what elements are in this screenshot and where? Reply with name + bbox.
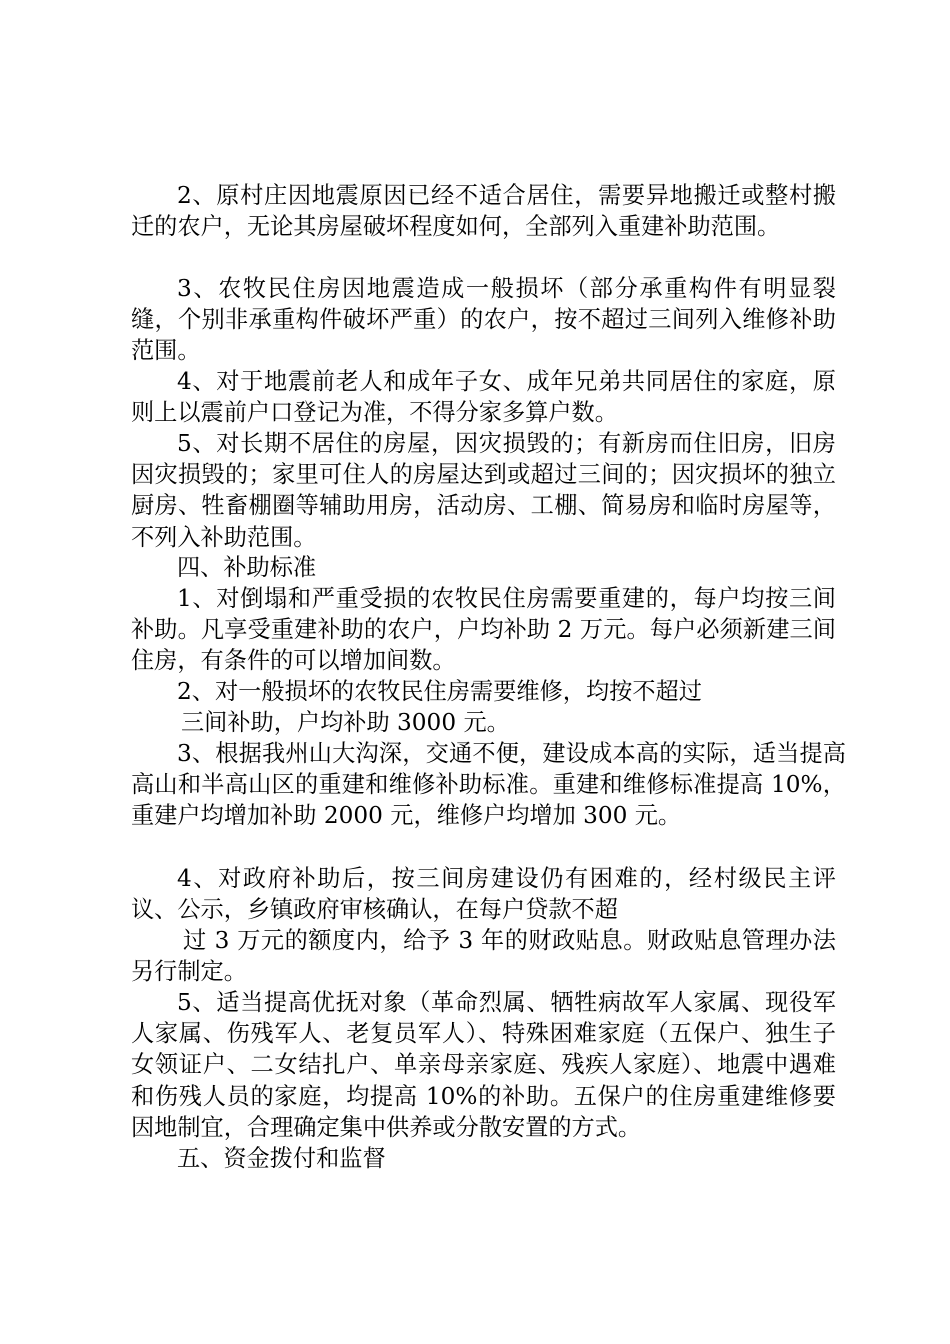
paragraph-loan-interest-line2: 过 3 万元的额度内，给予 3 年的财政贴息。财政贴息管理办法另行制定。 [131,927,836,986]
paragraph-repair-subsidy-line2: 三间补助，户均补助 3000 元。 [181,709,510,736]
section-heading-fund-allocation: 五、资金拨付和监督 [177,1145,386,1172]
paragraph-highland-increase: 3、根据我州山大沟深，交通不便，建设成本高的实际，适当提高高山和半高山区的重建和维修补助标准。重建和维修标准提高 10%，重建户均增加补助 2000 元，维修户均增加 300 元。 [131,740,846,830]
paragraph-special-groups: 5、适当提高优抚对象（革命烈属、牺牲病故军人家属、现役军人家属、伤残军人、老复员军人）、特殊困难家庭（五保户、独生子女领证户、二女结扎户、单亲母亲家庭、残疾人家庭）、地震中遇难和伤残人员的家庭，均提高 10%的补助。五保户的住房重建维修要因地制宜，合理确定集中供养或分散安置的方式。 [131,989,836,1141]
paragraph-rebuild-subsidy: 1、对倒塌和严重受损的农牧民住房需要重建的，每户均按三间补助。凡享受重建补助的农户，户均补助 2 万元。每户必须新建三间住房，有条件的可以增加间数。 [131,585,836,675]
paragraph-repair-subsidy-line1: 2、对一般损坏的农牧民住房需要维修，均按不超过 [177,678,702,705]
paragraph-exclusions: 5、对长期不居住的房屋，因灾损毁的；有新房而住旧房，旧房因灾损毁的；家里可住人的房屋达到或超过三间的；因灾损坏的独立厨房、牲畜棚圈等辅助用房，活动房、工棚、简易房和临时房屋等，不列入补助范围。 [131,430,836,551]
paragraph-general-damage: 3、农牧民住房因地震造成一般损坏（部分承重构件有明显裂缝，个别非承重构件破坏严重）的农户，按不超过三间列入维修补助范围。 [131,275,836,365]
paragraph-resettlement: 2、原村庄因地震原因已经不适合居住，需要异地搬迁或整村搬迁的农户，无论其房屋破坏程度如何，全部列入重建补助范围。 [131,182,836,241]
section-heading-subsidy-standard: 四、补助标准 [177,554,317,581]
paragraph-loan-interest-line1: 4、对政府补助后，按三间房建设仍有困难的，经村级民主评议、公示，乡镇政府审核确认，在每户贷款不超 [131,865,836,924]
paragraph-household-rule: 4、对于地震前老人和成年子女、成年兄弟共同居住的家庭，原则上以震前户口登记为准，不得分家多算户数。 [131,368,836,427]
